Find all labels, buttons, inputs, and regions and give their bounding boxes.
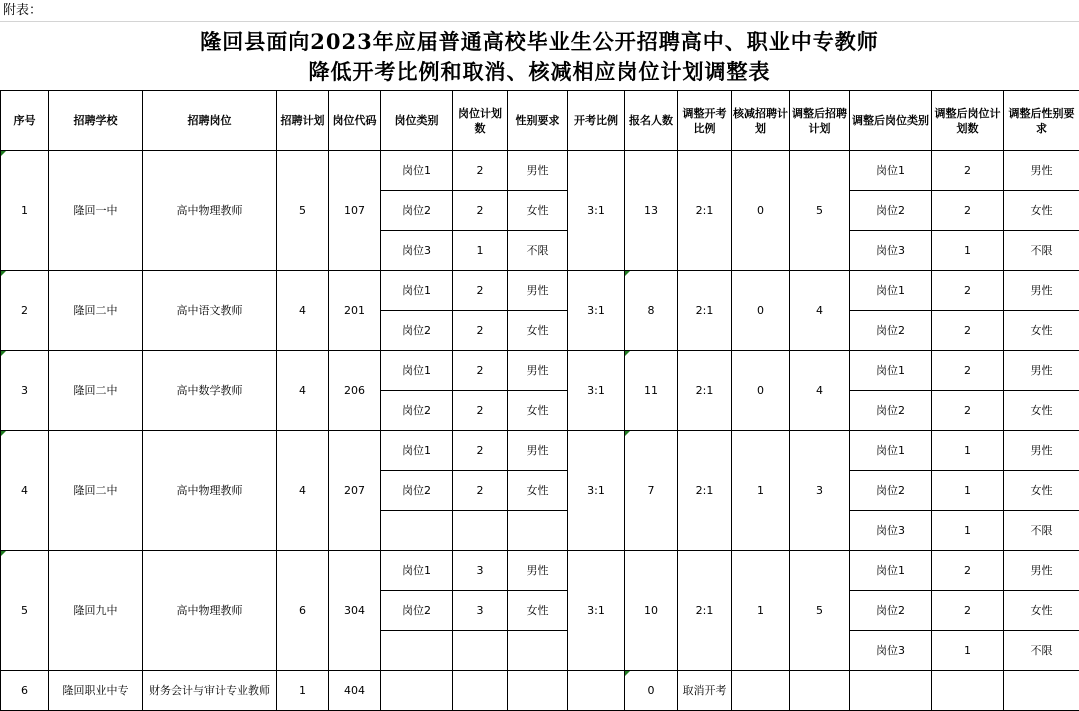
table-row [1, 671, 1079, 711]
cell-adj-gender: 女性 [1004, 591, 1079, 631]
header-plan: 招聘计划 [277, 91, 329, 151]
cell-code: 107 [329, 151, 381, 271]
header-code: 岗位代码 [329, 91, 381, 151]
cell-position: 高中物理教师 [143, 551, 277, 671]
cell-plan: 1 [277, 671, 329, 711]
cell-post-plan: 2 [453, 271, 508, 311]
cell-adj-post-type: 岗位2 [850, 191, 932, 231]
cell-post-plan: 2 [453, 391, 508, 431]
cell-code: 404 [329, 671, 381, 711]
cell-adj-post-plan: 2 [932, 271, 1004, 311]
header-adj-post-type: 调整后岗位类别 [850, 91, 932, 151]
cell-post-plan: 2 [453, 471, 508, 511]
cell-adj-post-type: 岗位3 [850, 231, 932, 271]
header-post-type: 岗位类别 [381, 91, 453, 151]
cell-adj-post-plan: 1 [932, 431, 1004, 471]
cell-adj-post-plan: 1 [932, 231, 1004, 271]
cell-plan: 4 [277, 271, 329, 351]
cell-adj-ratio: 取消开考 [678, 671, 732, 711]
cell-post-plan-empty [453, 511, 508, 551]
cell-adj-gender-empty [1004, 671, 1079, 711]
cell-adj-plan: 4 [790, 271, 850, 351]
cell-post-type: 岗位1 [381, 151, 453, 191]
cell-adj-post-plan-empty [932, 671, 1004, 711]
cell-adj-post-type: 岗位1 [850, 351, 932, 391]
cell-school: 隆回二中 [49, 431, 143, 551]
cell-post-plan-empty [453, 631, 508, 671]
cell-adj-post-type: 岗位1 [850, 271, 932, 311]
cell-adj-gender: 女性 [1004, 311, 1079, 351]
cell-adj-gender: 女性 [1004, 391, 1079, 431]
cell-post-type-empty [381, 671, 453, 711]
cell-adj-post-type: 岗位1 [850, 151, 932, 191]
cell-position: 高中物理教师 [143, 431, 277, 551]
cell-adj-gender: 女性 [1004, 191, 1079, 231]
header-adj-gender: 调整后性别要求 [1004, 91, 1079, 151]
cell-gender: 女性 [508, 311, 568, 351]
table-header-row [1, 91, 1079, 151]
cell-gender-empty [508, 671, 568, 711]
cell-applicants: 13 [625, 151, 678, 271]
cell-post-plan: 3 [453, 591, 508, 631]
adjustment-table [0, 90, 1079, 711]
header-adj-post-plan: 调整后岗位计划数 [932, 91, 1004, 151]
cell-adj-ratio: 2:1 [678, 551, 732, 671]
cell-adj-post-type: 岗位3 [850, 631, 932, 671]
cell-ratio-empty [568, 671, 625, 711]
cell-post-type-empty [381, 631, 453, 671]
cell-adj-plan: 3 [790, 431, 850, 551]
cell-adj-gender: 男性 [1004, 551, 1079, 591]
annex-label: 附表： [0, 0, 1079, 22]
cell-adj-gender: 不限 [1004, 631, 1079, 671]
header-post-plan: 岗位计划数 [453, 91, 508, 151]
cell-adj-post-type: 岗位2 [850, 311, 932, 351]
cell-gender-empty [508, 511, 568, 551]
header-adj-plan: 调整后招聘计划 [790, 91, 850, 151]
cell-plan: 4 [277, 431, 329, 551]
cell-school: 隆回二中 [49, 271, 143, 351]
cell-seq: 4 [1, 431, 49, 551]
cell-code: 207 [329, 431, 381, 551]
cell-adj-ratio: 2:1 [678, 351, 732, 431]
cell-code: 304 [329, 551, 381, 671]
table-row [1, 271, 1079, 311]
cell-post-type: 岗位1 [381, 271, 453, 311]
cell-gender: 男性 [508, 551, 568, 591]
cell-post-type: 岗位1 [381, 351, 453, 391]
cell-adj-gender: 男性 [1004, 151, 1079, 191]
cell-adj-ratio: 2:1 [678, 431, 732, 551]
cell-adj-gender: 不限 [1004, 511, 1079, 551]
cell-gender: 不限 [508, 231, 568, 271]
cell-post-type: 岗位1 [381, 551, 453, 591]
cell-position: 高中物理教师 [143, 151, 277, 271]
header-school: 招聘学校 [49, 91, 143, 151]
header-reduce: 核减招聘计划 [732, 91, 790, 151]
cell-adj-gender: 男性 [1004, 351, 1079, 391]
cell-post-plan: 2 [453, 151, 508, 191]
cell-post-type: 岗位2 [381, 591, 453, 631]
table-row [1, 551, 1079, 591]
table-row [1, 151, 1079, 191]
cell-applicants: 8 [625, 271, 678, 351]
cell-post-type: 岗位3 [381, 231, 453, 271]
cell-post-type: 岗位1 [381, 431, 453, 471]
cell-adj-gender: 不限 [1004, 231, 1079, 271]
cell-seq: 3 [1, 351, 49, 431]
cell-school: 隆回九中 [49, 551, 143, 671]
header-seq: 序号 [1, 91, 49, 151]
cell-post-plan: 2 [453, 191, 508, 231]
cell-adj-post-plan: 2 [932, 551, 1004, 591]
title-line-2: 降低开考比例和取消、核减相应岗位计划调整表 [308, 59, 771, 84]
cell-adj-post-type-empty [850, 671, 932, 711]
cell-plan: 4 [277, 351, 329, 431]
cell-school: 隆回一中 [49, 151, 143, 271]
cell-post-type: 岗位2 [381, 311, 453, 351]
cell-applicants: 7 [625, 431, 678, 551]
cell-adj-gender: 男性 [1004, 271, 1079, 311]
cell-reduce: 0 [732, 271, 790, 351]
cell-gender: 男性 [508, 431, 568, 471]
cell-ratio: 3:1 [568, 351, 625, 431]
cell-position: 财务会计与审计专业教师 [143, 671, 277, 711]
cell-adj-post-type: 岗位2 [850, 591, 932, 631]
cell-gender: 男性 [508, 151, 568, 191]
cell-adj-post-type: 岗位1 [850, 431, 932, 471]
cell-adj-post-type: 岗位1 [850, 551, 932, 591]
cell-adj-post-plan: 2 [932, 351, 1004, 391]
cell-plan: 5 [277, 151, 329, 271]
cell-ratio: 3:1 [568, 431, 625, 551]
cell-code: 201 [329, 271, 381, 351]
header-ratio: 开考比例 [568, 91, 625, 151]
cell-reduce: 1 [732, 551, 790, 671]
cell-post-plan-empty [453, 671, 508, 711]
cell-school: 隆回职业中专 [49, 671, 143, 711]
cell-gender: 女性 [508, 191, 568, 231]
cell-adj-plan-empty [790, 671, 850, 711]
cell-post-type: 岗位2 [381, 191, 453, 231]
cell-post-plan: 2 [453, 311, 508, 351]
cell-position: 高中数学教师 [143, 351, 277, 431]
cell-gender: 女性 [508, 471, 568, 511]
cell-applicants: 0 [625, 671, 678, 711]
cell-post-plan: 2 [453, 351, 508, 391]
cell-adj-post-plan: 1 [932, 631, 1004, 671]
cell-post-type: 岗位2 [381, 471, 453, 511]
cell-gender: 女性 [508, 391, 568, 431]
cell-adj-post-plan: 1 [932, 471, 1004, 511]
cell-seq: 5 [1, 551, 49, 671]
cell-adj-post-plan: 2 [932, 191, 1004, 231]
cell-adj-gender: 男性 [1004, 431, 1079, 471]
header-applicants: 报名人数 [625, 91, 678, 151]
cell-adj-gender: 女性 [1004, 471, 1079, 511]
cell-reduce: 1 [732, 431, 790, 551]
cell-adj-post-plan: 2 [932, 391, 1004, 431]
title-line-1: 隆回县面向2023年应届普通高校毕业生公开招聘高中、职业中专教师 [200, 29, 879, 54]
cell-reduce: 0 [732, 151, 790, 271]
cell-plan: 6 [277, 551, 329, 671]
table-row [1, 431, 1079, 471]
cell-position: 高中语文教师 [143, 271, 277, 351]
cell-ratio: 3:1 [568, 271, 625, 351]
cell-adj-post-plan: 1 [932, 511, 1004, 551]
cell-seq: 6 [1, 671, 49, 711]
cell-ratio: 3:1 [568, 551, 625, 671]
header-position: 招聘岗位 [143, 91, 277, 151]
cell-post-plan: 2 [453, 431, 508, 471]
header-gender: 性别要求 [508, 91, 568, 151]
cell-post-plan: 3 [453, 551, 508, 591]
cell-adj-post-type: 岗位2 [850, 391, 932, 431]
table-row [1, 351, 1079, 391]
cell-adj-ratio: 2:1 [678, 151, 732, 271]
cell-adj-plan: 5 [790, 551, 850, 671]
cell-school: 隆回二中 [49, 351, 143, 431]
cell-adj-post-type: 岗位3 [850, 511, 932, 551]
cell-adj-post-plan: 2 [932, 151, 1004, 191]
cell-gender-empty [508, 631, 568, 671]
cell-seq: 2 [1, 271, 49, 351]
cell-post-plan: 1 [453, 231, 508, 271]
header-adj-ratio: 调整开考比例 [678, 91, 732, 151]
cell-applicants: 11 [625, 351, 678, 431]
cell-adj-post-plan: 2 [932, 311, 1004, 351]
cell-code: 206 [329, 351, 381, 431]
cell-post-type-empty [381, 511, 453, 551]
cell-adj-post-plan: 2 [932, 591, 1004, 631]
cell-gender: 男性 [508, 351, 568, 391]
cell-adj-plan: 5 [790, 151, 850, 271]
cell-reduce: 0 [732, 351, 790, 431]
cell-adj-post-type: 岗位2 [850, 471, 932, 511]
cell-gender: 女性 [508, 591, 568, 631]
page-title [0, 22, 1079, 90]
cell-post-type: 岗位2 [381, 391, 453, 431]
cell-applicants: 10 [625, 551, 678, 671]
cell-gender: 男性 [508, 271, 568, 311]
cell-ratio: 3:1 [568, 151, 625, 271]
cell-reduce-empty [732, 671, 790, 711]
cell-adj-plan: 4 [790, 351, 850, 431]
cell-adj-ratio: 2:1 [678, 271, 732, 351]
cell-seq: 1 [1, 151, 49, 271]
